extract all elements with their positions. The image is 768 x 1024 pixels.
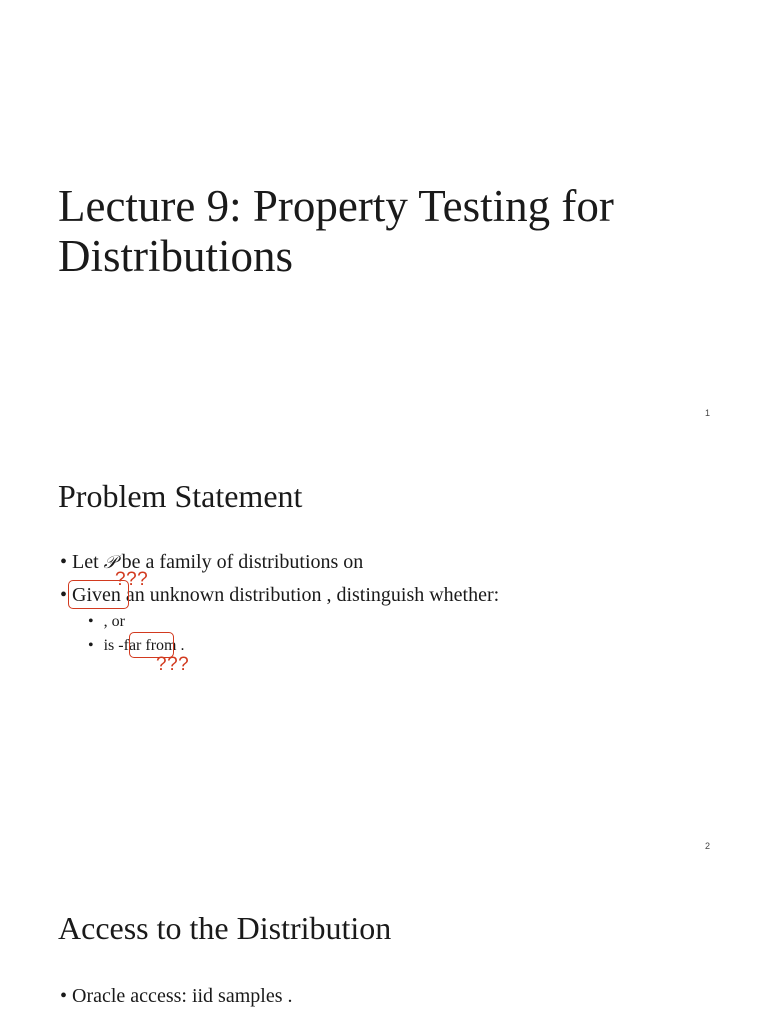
- bullet-let-family: [60, 550, 363, 575]
- page-number-2: 2: [705, 841, 711, 851]
- problem-statement-title: Problem Statement: [58, 478, 303, 514]
- lecture-title: [58, 181, 614, 281]
- annotation-note-given: ???: [115, 569, 149, 590]
- bullet-oracle-access: [60, 984, 292, 1008]
- access-title: Access to the Distribution: [58, 910, 392, 946]
- bullet-marker: •: [60, 551, 68, 573]
- sub-bullet-text: , or: [103, 613, 125, 630]
- sub-bullet-or: [88, 612, 125, 632]
- bullet-text-post: be a family of distributions on: [116, 551, 364, 573]
- sub-bullet-text: is -far from .: [103, 637, 185, 654]
- bullet-text-pre: Let: [72, 551, 104, 573]
- family-symbol: 𝒫: [103, 552, 117, 573]
- lecture-title-line-1: Lecture 9: Property Testing for: [58, 181, 614, 231]
- bullet-text: Oracle access: iid samples .: [72, 985, 293, 1007]
- bullet-text: Given an unknown distribution , distinguish whether:: [72, 584, 500, 606]
- bullet-marker: •: [60, 985, 68, 1007]
- annotation-note-far-from: ???: [156, 654, 190, 675]
- sub-bullet-marker: •: [88, 637, 94, 654]
- lecture-title-line-2: Distributions: [58, 231, 294, 281]
- bullet-marker: •: [60, 584, 68, 606]
- sub-bullet-marker: •: [88, 613, 94, 630]
- page-number-1: 1: [705, 408, 711, 418]
